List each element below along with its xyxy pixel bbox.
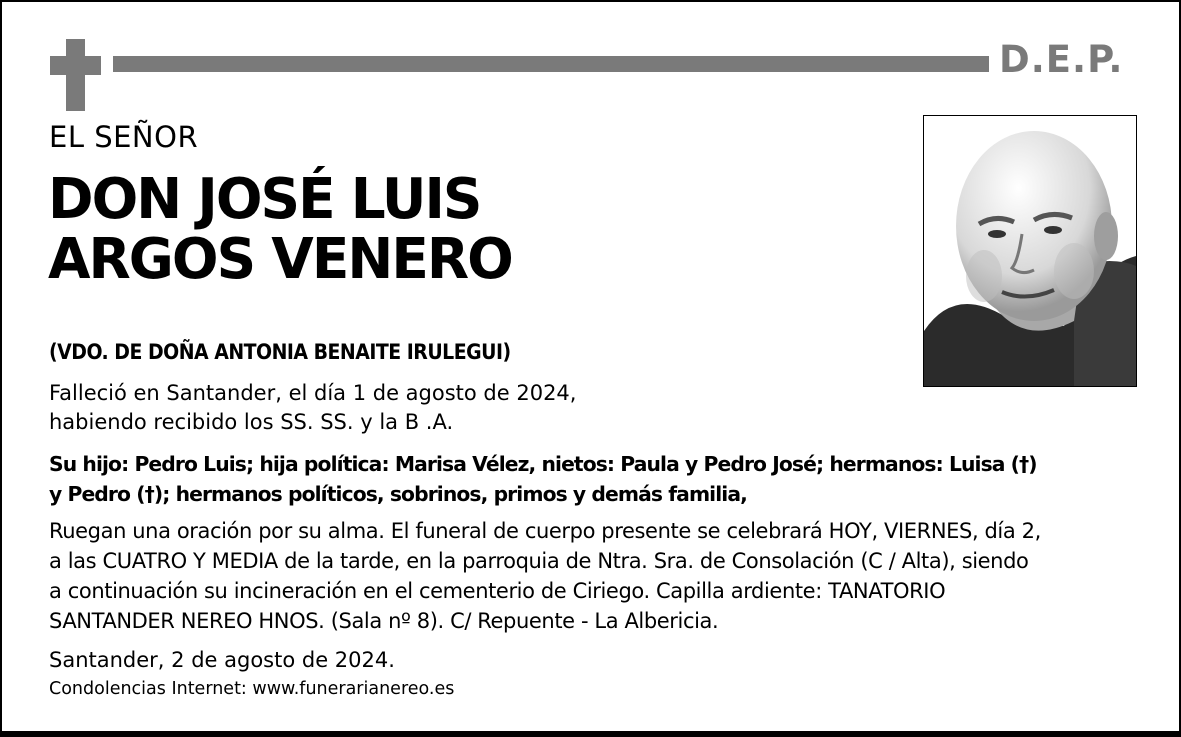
condolences-link: Condolencias Internet: www.funerarianereo.es [49, 679, 455, 699]
funeral-line-4: SANTANDER NEREO HNOS. (Sala nº 8). C/ Repuente - La Albericia. [49, 609, 719, 633]
funeral-details [49, 516, 1041, 636]
funeral-line-3: a continuación su incineración en el cementerio de Ciriego. Capilla ardiente: TANATORIO [49, 579, 946, 603]
cross-icon-bar [50, 56, 101, 75]
funeral-line-1: Ruegan una oración por su alma. El funeral de cuerpo presente se celebrará HOY, VIERNES, día 2, [49, 519, 1041, 543]
portrait-photo [923, 115, 1137, 387]
portrait-image [924, 116, 1136, 386]
honorific: EL SEÑOR [49, 120, 199, 154]
death-line-2: habiendo recibido los SS. SS. y la B .A. [49, 410, 454, 434]
family-line-2: y Pedro (†); hermanos políticos, sobrinos, primos y demás familia, [49, 482, 747, 506]
name-line-1: DON JOSÉ LUIS [48, 167, 481, 232]
dep-label: D.E.P. [999, 38, 1124, 81]
widower-of: (VDO. DE DOÑA ANTONIA BENAITE IRULEGUI) [49, 340, 511, 364]
family-line-1: Su hijo: Pedro Luis; hija política: Marisa Vélez, nietos: Paula y Pedro José; hermanos: Luisa (†) [49, 452, 1037, 476]
funeral-line-2: a las CUATRO Y MEDIA de la tarde, en la parroquia de Ntra. Sra. de Consolación (C / Alta), siendo [49, 549, 1029, 573]
family-list [49, 449, 1037, 509]
name-line-2: ARGOS VENERO [48, 227, 512, 292]
deceased-name [48, 167, 512, 292]
place-date: Santander, 2 de agosto de 2024. [49, 648, 395, 672]
cross-icon [66, 39, 85, 111]
death-line-1: Falleció en Santander, el día 1 de agosto de 2024, [49, 381, 577, 405]
death-notice [49, 379, 576, 437]
header-rule [113, 56, 989, 72]
